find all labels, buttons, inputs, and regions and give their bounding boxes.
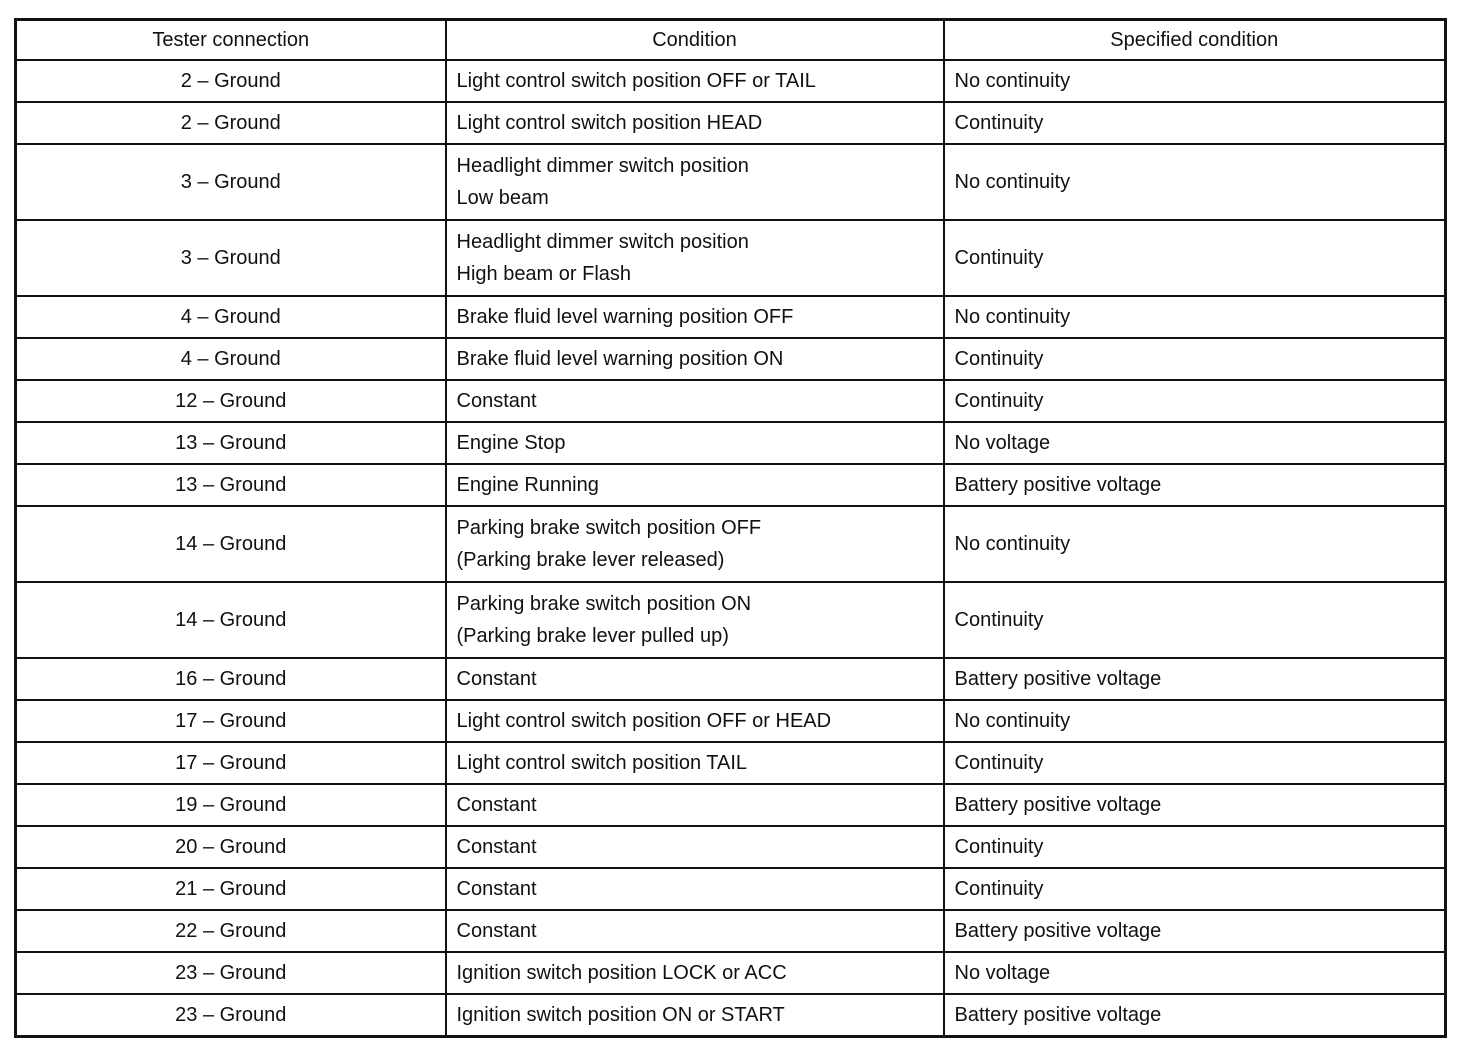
condition-cell (446, 700, 944, 742)
table-header (16, 20, 1446, 61)
table-row (16, 506, 1446, 582)
specified-condition-cell: No continuity (944, 144, 1446, 220)
table-row (16, 658, 1446, 700)
specified-condition-cell: Continuity (944, 582, 1446, 658)
condition-cell (446, 910, 944, 952)
table-row (16, 742, 1446, 784)
specified-condition-cell: Continuity (944, 742, 1446, 784)
specified-condition-cell: Continuity (944, 338, 1446, 380)
condition-cell (446, 102, 944, 144)
condition-line: Constant (456, 836, 537, 858)
condition-cell (446, 994, 944, 1036)
specified-condition-cell: No continuity (944, 700, 1446, 742)
condition-line: (Parking brake lever pulled up) (456, 625, 729, 647)
condition-line: Parking brake switch position ON (456, 593, 752, 615)
header-condition: Condition (446, 20, 944, 61)
condition-cell (446, 144, 944, 220)
condition-line: Brake fluid level warning position OFF (456, 306, 794, 328)
condition-cell (446, 742, 944, 784)
tester-connection-cell: 2 – Ground (16, 102, 446, 144)
table-row (16, 910, 1446, 952)
table-row (16, 784, 1446, 826)
condition-line: Constant (456, 794, 537, 816)
table-row (16, 952, 1446, 994)
condition-line: Headlight dimmer switch position (456, 231, 749, 253)
tester-connection-cell: 2 – Ground (16, 60, 446, 102)
condition-line: Parking brake switch position OFF (456, 517, 762, 539)
tester-connection-cell: 12 – Ground (16, 380, 446, 422)
tester-connection-cell: 3 – Ground (16, 144, 446, 220)
condition-cell (446, 784, 944, 826)
condition-line: Engine Running (456, 474, 599, 496)
condition-cell (446, 868, 944, 910)
table-row (16, 338, 1446, 380)
specified-condition-cell: No continuity (944, 506, 1446, 582)
header-row (16, 20, 1446, 61)
condition-line: Light control switch position TAIL (456, 752, 748, 774)
table-row (16, 60, 1446, 102)
tester-connection-cell: 17 – Ground (16, 700, 446, 742)
condition-line: Light control switch position OFF or TAIL (456, 70, 816, 92)
table-row (16, 826, 1446, 868)
tester-connection-cell: 14 – Ground (16, 506, 446, 582)
condition-line: Ignition switch position LOCK or ACC (456, 962, 787, 984)
condition-line: Constant (456, 920, 537, 942)
specified-condition-cell: Battery positive voltage (944, 910, 1446, 952)
condition-line: High beam or Flash (456, 263, 632, 285)
condition-line: Light control switch position HEAD (456, 112, 763, 134)
condition-cell (446, 338, 944, 380)
condition-line: Brake fluid level warning position ON (456, 348, 784, 370)
condition-cell (446, 506, 944, 582)
table-row (16, 102, 1446, 144)
header-tester-connection: Tester connection (16, 20, 446, 61)
condition-line: Light control switch position OFF or HEAD (456, 710, 832, 732)
tester-connection-cell: 16 – Ground (16, 658, 446, 700)
specified-condition-cell: Continuity (944, 380, 1446, 422)
condition-cell (446, 582, 944, 658)
specified-condition-cell: No continuity (944, 60, 1446, 102)
tester-connection-cell: 4 – Ground (16, 338, 446, 380)
table-row (16, 144, 1446, 220)
table-body (16, 60, 1446, 1036)
tester-connection-cell: 21 – Ground (16, 868, 446, 910)
specified-condition-cell: Battery positive voltage (944, 994, 1446, 1036)
specified-condition-cell: Continuity (944, 220, 1446, 296)
table-row (16, 220, 1446, 296)
condition-cell (446, 658, 944, 700)
condition-cell (446, 296, 944, 338)
condition-line: Ignition switch position ON or START (456, 1003, 785, 1026)
tester-connection-cell: 13 – Ground (16, 464, 446, 506)
specified-condition-cell: Battery positive voltage (944, 784, 1446, 826)
condition-line: Low beam (456, 187, 549, 209)
condition-line: Constant (456, 878, 537, 900)
table-row (16, 994, 1446, 1036)
tester-connection-cell: 4 – Ground (16, 296, 446, 338)
tester-connection-cell: 19 – Ground (16, 784, 446, 826)
specified-condition-cell: Battery positive voltage (944, 658, 1446, 700)
tester-connection-cell: 22 – Ground (16, 910, 446, 952)
condition-line: Constant (456, 390, 537, 412)
condition-line: Engine Stop (456, 432, 566, 454)
condition-cell (446, 952, 944, 994)
tester-specification-table (14, 18, 1447, 1038)
table-row (16, 700, 1446, 742)
condition-line: (Parking brake lever released) (456, 549, 725, 571)
table-row (16, 380, 1446, 422)
condition-cell (446, 380, 944, 422)
condition-cell (446, 220, 944, 296)
condition-cell (446, 826, 944, 868)
specified-condition-cell: Battery positive voltage (944, 464, 1446, 506)
specified-condition-cell: No voltage (944, 952, 1446, 994)
table-row (16, 868, 1446, 910)
tester-connection-cell: 14 – Ground (16, 582, 446, 658)
table-row (16, 464, 1446, 506)
specified-condition-cell: Continuity (944, 826, 1446, 868)
specified-condition-cell: Continuity (944, 102, 1446, 144)
tester-connection-cell: 23 – Ground (16, 994, 446, 1036)
tester-connection-cell: 23 – Ground (16, 952, 446, 994)
tester-connection-cell: 13 – Ground (16, 422, 446, 464)
tester-connection-cell: 20 – Ground (16, 826, 446, 868)
table-row (16, 422, 1446, 464)
condition-line: Headlight dimmer switch position (456, 155, 749, 177)
condition-cell (446, 422, 944, 464)
condition-cell (446, 464, 944, 506)
tester-connection-cell: 17 – Ground (16, 742, 446, 784)
specified-condition-cell: No voltage (944, 422, 1446, 464)
condition-line: Constant (456, 668, 537, 690)
table-row (16, 296, 1446, 338)
header-specified-condition: Specified condition (944, 20, 1446, 61)
table-row (16, 582, 1446, 658)
tester-connection-cell: 3 – Ground (16, 220, 446, 296)
specified-condition-cell: No continuity (944, 296, 1446, 338)
condition-cell (446, 60, 944, 102)
specified-condition-cell: Continuity (944, 868, 1446, 910)
